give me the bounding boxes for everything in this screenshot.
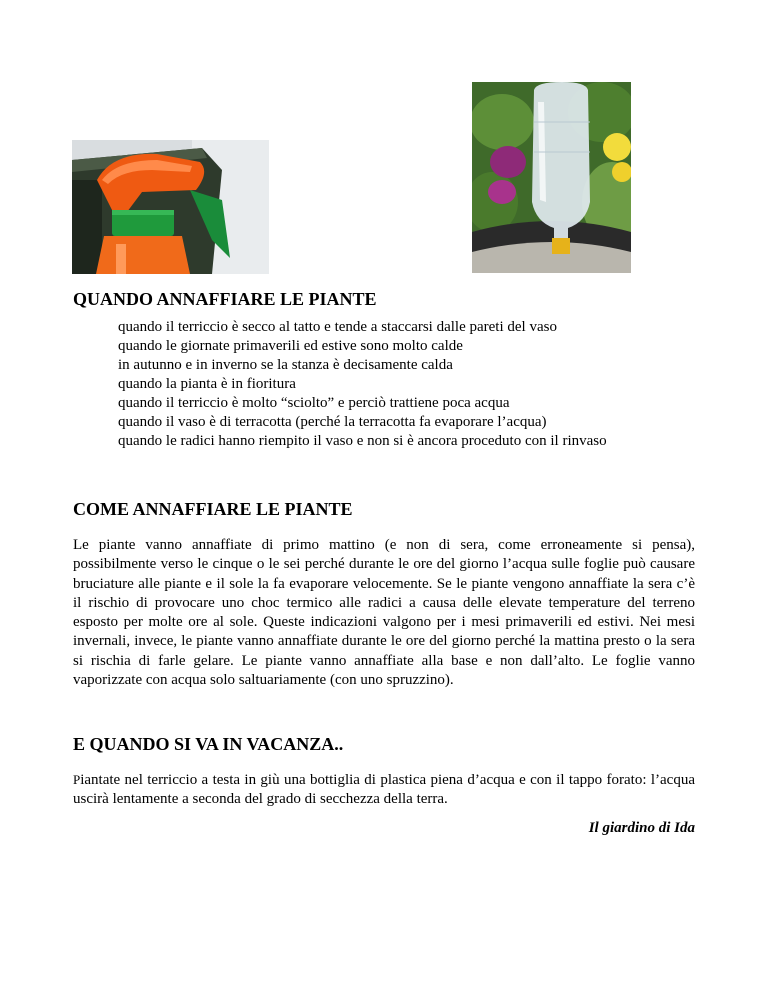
list-item: quando la pianta è in fioritura bbox=[118, 376, 296, 392]
signature: Il giardino di Ida bbox=[588, 820, 695, 836]
section-title-when: QUANDO ANNAFFIARE LE PIANTE bbox=[73, 289, 377, 309]
when-to-water-list bbox=[118, 318, 696, 451]
list-item: quando il vaso è di terracotta (perché la terracotta fa evaporare l’acqua) bbox=[118, 414, 547, 430]
vacation-text: iantate nel terriccio a testa in giù una bottiglia di plastica piena d’acqua e con il tappo forato: l’acqua uscirà lentamente a seconda del grado di secchezza della terra. bbox=[73, 772, 695, 808]
first-letter: P bbox=[73, 772, 81, 787]
spray-bottle-icon bbox=[72, 140, 269, 274]
vacation-paragraph bbox=[73, 770, 695, 810]
sprayer-photo bbox=[72, 140, 269, 274]
section-title-vacation: E QUANDO SI VA IN VACANZA.. bbox=[73, 734, 344, 754]
list-item: quando il terriccio è molto “sciolto” e perciò trattiene poca acqua bbox=[118, 395, 510, 411]
list-item: quando le radici hanno riempito il vaso e non si è ancora proceduto con il rinvaso bbox=[118, 433, 607, 449]
how-to-water-paragraph: Le piante vanno annaffiate di primo mattino (e non di sera, come erroneamente si pensa), possibilmente verso le cinque o le sei perché durante le ore del giorno l’acqua sulle foglie può causare bruciature alle piante e il sole la fa evaporare velocemente. Se le piante vengono annaffiate la sera c’è il rischio di provocare uno choc termico alle radici a causa delle elevate temperature del terreno esposto per molte ore al sole. Queste indicazioni valgono per i mesi primaverili ed estivi. Nei mesi invernali, invece, le piante vanno annaffiate durante le ore del giorno perché la mattina presto o la sera si rischia di farle gelare. Le piante vanno annaffiate alla base e non dall’alto. Le foglie vanno vaporizzate con acqua solo saltuariamente (con uno spruzzino). bbox=[73, 537, 695, 689]
list-item: quando le giornate primaverili ed estive sono molto calde bbox=[118, 338, 463, 354]
list-item: quando il terriccio è secco al tatto e tende a staccarsi dalle pareti del vaso bbox=[118, 319, 557, 335]
bottle-in-pot-photo bbox=[472, 82, 631, 273]
section-title-how: COME ANNAFFIARE LE PIANTE bbox=[73, 499, 353, 519]
upside-down-bottle-icon bbox=[472, 82, 631, 273]
list-item: in autunno e in inverno se la stanza è decisamente calda bbox=[118, 357, 453, 373]
